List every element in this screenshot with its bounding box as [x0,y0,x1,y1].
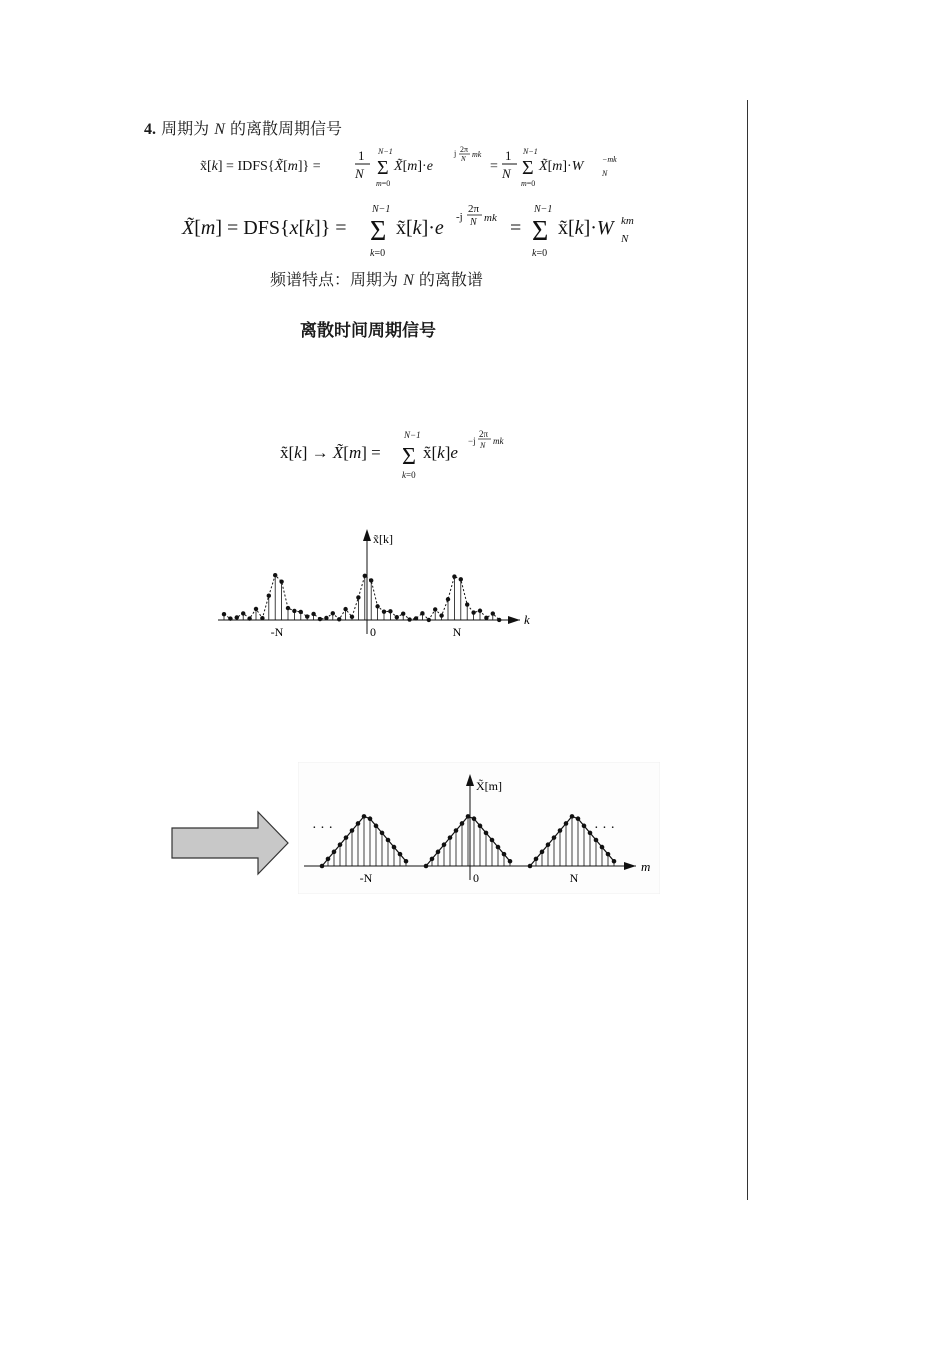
time-sample [305,614,309,618]
svg-text:km: km [621,215,634,227]
k-axis-arrow-icon [508,616,520,624]
svg-text:N−1: N−1 [404,430,421,440]
time-sample [446,597,450,601]
freq-ylabel: X̃[m] [476,779,502,793]
time-sample [254,607,258,611]
time-sample [395,615,399,619]
svg-text:X̃[m] = DFS{x[k]} =: X̃[m] = DFS{x[k]} = [182,217,347,239]
time-envelope [224,575,499,620]
svg-text:N−1: N−1 [372,204,391,215]
svg-text:mk: mk [472,150,482,159]
freq-sample [344,835,349,840]
time-domain-figure [210,525,540,645]
feature-after: 的离散谱 [418,270,483,289]
time-sample [465,602,469,606]
svg-text:j: j [454,149,457,158]
time-sample [222,612,226,616]
svg-text:k=0: k=0 [370,248,386,259]
ellipsis-right: · · · [594,821,615,836]
freq-sample [374,824,379,829]
time-tick-label: N [452,625,462,639]
svg-text:N: N [470,217,477,228]
frequency-domain-figure [298,762,660,894]
freq-sample [490,838,495,843]
time-sample [407,617,411,621]
freq-sample [424,864,429,869]
svg-text:1: 1 [505,148,512,163]
section-number: 4. [144,121,156,138]
freq-sample [350,828,355,833]
time-sample [331,611,335,615]
svg-text:N: N [461,155,466,163]
svg-text:N: N [480,441,486,450]
svg-text:=: = [510,217,522,239]
time-sample [247,616,251,620]
time-ylabel: x̃[k] [373,532,393,546]
svg-text:N: N [621,233,629,245]
freq-sample [546,842,551,847]
time-sample [311,612,315,616]
time-sample [292,609,296,613]
idfs-equation [200,140,630,192]
freq-sample [558,828,563,833]
svg-text:N−1: N−1 [534,204,553,215]
amplitude-axis-arrow-icon [363,529,371,541]
svg-text:Σ: Σ [522,157,534,179]
svg-text:2π: 2π [468,203,480,215]
time-sample [439,613,443,617]
time-sample [343,607,347,611]
freq-sample [436,850,441,855]
freq-sample [362,814,367,819]
time-sample [279,579,283,583]
time-sample [388,609,392,613]
freq-sample [332,850,337,855]
freq-sample [454,828,459,833]
freq-sample [502,852,507,857]
freq-sample [320,864,325,869]
time-sample [497,618,501,622]
svg-text:Σ: Σ [532,216,549,247]
time-sample [433,607,437,611]
time-sample [286,606,290,610]
freq-sample [386,838,391,843]
freq-sample [356,821,361,826]
time-sample [228,616,232,620]
time-sample [324,616,328,620]
feature-var: N [403,272,414,289]
time-sample [478,609,482,613]
time-sample [260,616,264,620]
svg-text:x̃[k]·e: x̃[k]·e [396,217,444,239]
freq-sample [588,831,593,836]
time-sample [318,617,322,621]
time-sample [235,615,239,619]
right-arrow-icon [170,810,292,876]
heading-var: N [214,121,225,138]
feature-before: 频谱特点：周期为 [270,270,399,289]
svg-text:X̃[m]·W: X̃[m]·W [539,159,584,174]
svg-text:Σ: Σ [370,216,387,247]
svg-text:x̃[k]·W: x̃[k]·W [558,217,614,239]
svg-text:N: N [502,166,511,181]
svg-text:N−1: N−1 [523,147,538,156]
svg-text:k=0: k=0 [532,248,548,259]
freq-tick-label: 0 [473,871,479,885]
freq-sample [460,821,465,826]
freq-tick-label: -N [359,871,373,885]
freq-sample [326,857,331,862]
freq-sample [368,816,373,821]
freq-sample [606,852,611,857]
time-sample [427,618,431,622]
svg-text:mk: mk [493,436,504,446]
svg-text:2π: 2π [479,429,489,439]
freq-sample [576,816,581,821]
freq-sample [472,816,477,821]
time-sample [484,616,488,620]
freq-sample [404,859,409,864]
freq-sample [392,845,397,850]
time-tick-label: -N [270,625,284,639]
svg-text:m=0: m=0 [376,179,391,188]
freq-sample [612,859,617,864]
svg-text:x̃[k] → X̃[m] =: x̃[k] → X̃[m] = [280,443,381,462]
time-sample [420,611,424,615]
svg-text:Σ: Σ [377,157,389,179]
time-sample [382,609,386,613]
freq-sample [534,857,539,862]
time-sample [267,593,271,597]
time-sample [273,573,277,577]
svg-text:-j: -j [456,211,463,223]
freq-sample [528,864,533,869]
margin-rule [747,100,748,1200]
freq-sample [594,838,599,843]
freq-sample [338,842,343,847]
time-sample [375,604,379,608]
heading-text-before: 周期为 [156,119,210,138]
freq-sample [496,845,501,850]
svg-text:x̃[k]e: x̃[k]e [423,443,458,462]
freq-sample [600,845,605,850]
dfs-equation [180,198,650,260]
time-sample [491,611,495,615]
time-sample [471,610,475,614]
svg-text:N: N [355,166,364,181]
svg-text:=: = [490,159,498,174]
freq-sample [448,835,453,840]
time-sample [414,616,418,620]
freq-sample [582,824,587,829]
time-tick-label: 0 [370,625,376,639]
freq-sample [398,852,403,857]
freq-sample [380,831,385,836]
freq-sample [442,842,447,847]
svg-text:mk: mk [484,212,497,224]
time-sample [356,595,360,599]
freq-sample [552,835,557,840]
time-sample [459,577,463,581]
svg-text:x̃[k] = IDFS{X̃[m]} =: x̃[k] = IDFS{X̃[m]} = [200,159,321,174]
svg-text:k=0: k=0 [402,470,416,480]
svg-text:N: N [602,169,608,178]
freq-sample [570,814,575,819]
time-sample [299,610,303,614]
svg-text:m=0: m=0 [521,179,536,188]
svg-text:−j: −j [468,436,476,446]
mapping-equation [280,426,530,482]
freq-sample [540,850,545,855]
spectrum-feature [270,267,483,290]
time-sample [350,615,354,619]
freq-sample [478,824,483,829]
svg-text:N−1: N−1 [378,147,393,156]
freq-sample [508,859,513,864]
freq-tick-label: N [569,871,579,885]
svg-text:2π: 2π [460,145,469,154]
section-heading [144,116,342,139]
freq-sample [564,821,569,826]
svg-text:Σ: Σ [402,444,416,470]
heading-text-after: 的离散周期信号 [224,119,342,138]
time-sample [363,574,367,578]
svg-text:1: 1 [358,148,365,163]
freq-sample [466,814,471,819]
svg-text:X̃[m]·e: X̃[m]·e [394,159,433,174]
ellipsis-left: · · · [312,821,333,836]
time-xlabel: k [524,612,530,627]
time-sample [401,612,405,616]
time-sample [337,617,341,621]
time-sample [241,611,245,615]
time-sample [452,574,456,578]
freq-sample [430,857,435,862]
svg-text:−mk: −mk [602,155,617,164]
freq-xlabel: m [641,859,651,874]
time-sample [369,578,373,582]
section-subtitle: 离散时间周期信号 [300,321,436,341]
freq-sample [484,831,489,836]
